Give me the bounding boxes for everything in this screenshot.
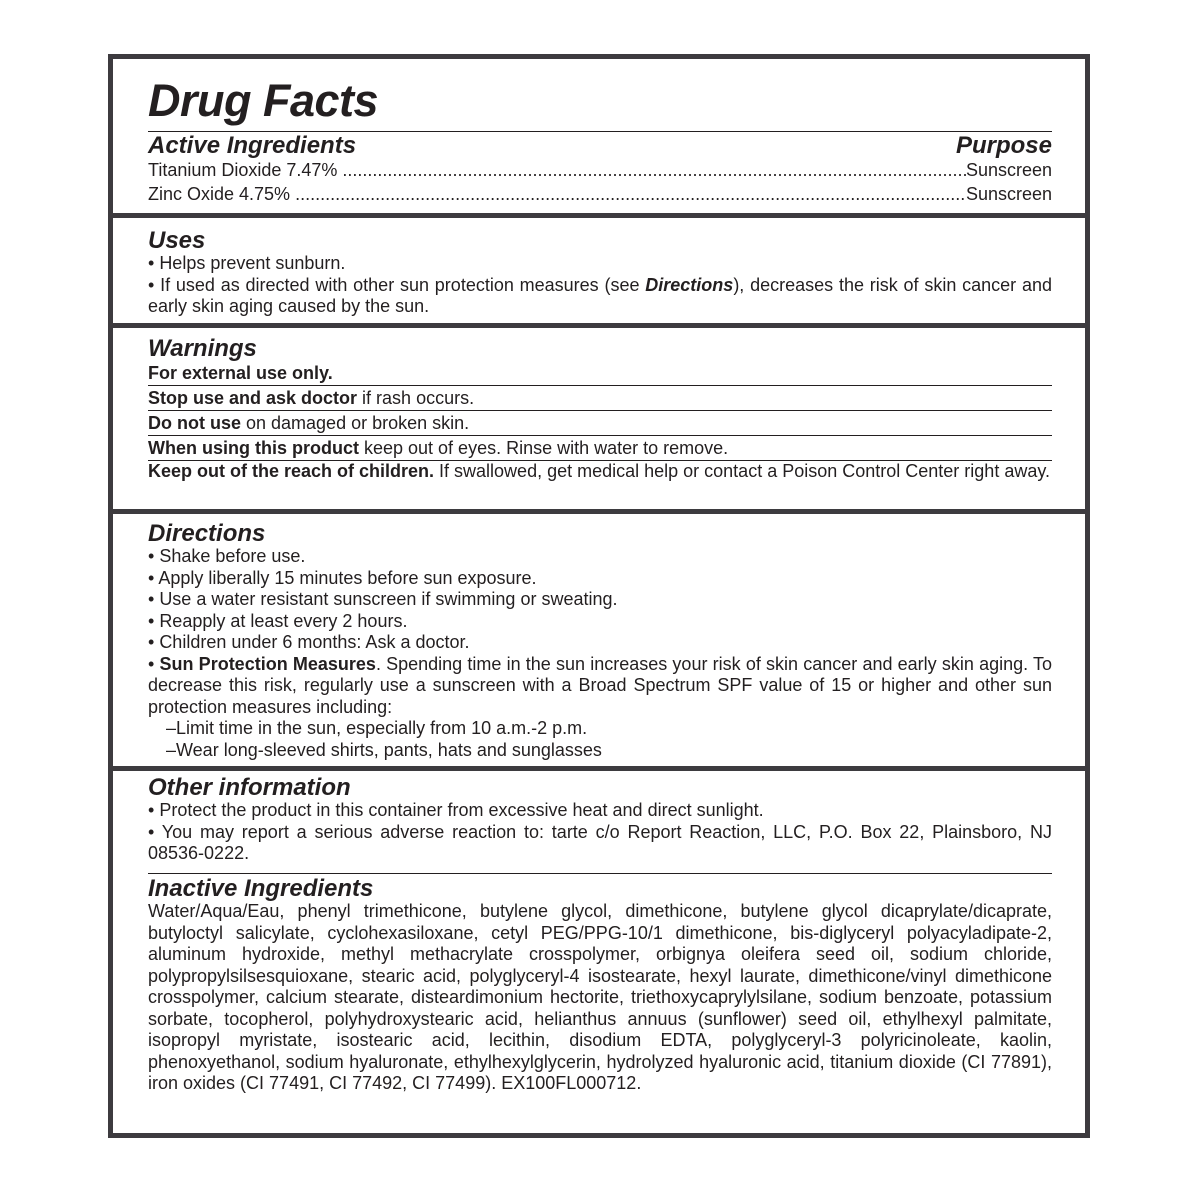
directions-item: • Reapply at least every 2 hours.	[148, 610, 408, 631]
directions-item: • Children under 6 months: Ask a doctor.	[148, 632, 470, 652]
active-header-row	[148, 134, 1052, 158]
purpose-heading: Purpose	[955, 132, 1052, 159]
active-ingredients-heading: Active Ingredients	[148, 132, 357, 159]
section-divider	[113, 766, 1085, 771]
directions-subitem: –Wear long-sleeved shirts, pants, hats and sunglasses	[166, 739, 602, 760]
inactive-ingredients-section	[113, 877, 1085, 1095]
directions-item: • Apply liberally 15 minutes before sun exposure.	[148, 567, 537, 588]
directions-heading: Directions	[148, 520, 266, 547]
ingredient-name: Zinc Oxide 4.75% .....	[148, 182, 966, 206]
ingredient-name: Titanium Dioxide 7.47% .....	[148, 158, 966, 182]
other-rule	[148, 873, 1052, 874]
other-information-section	[113, 776, 1085, 874]
directions-item: • Shake before use.	[148, 546, 306, 566]
section-divider	[113, 509, 1085, 514]
uses-section	[113, 229, 1085, 318]
section-divider	[113, 323, 1085, 328]
warning-line: Do not use on damaged or broken skin.	[148, 411, 1052, 436]
active-ingredient-row	[148, 158, 1052, 182]
inactive-ingredients-text: Water/Aqua/Eau, phenyl trimethicone, butylene glycol, dimethicone, butylene glycol dicaprylate/dicaprate, butyloctyl salicylate, cyclohexasiloxane, cetyl PEG/PPG-10/1 dimethicone, bis-diglyceryl polyacyladipate-2, aluminum hydroxide, methyl methacrylate crosspolymer, orbignya oleifera seed oil, sodium chloride, polypropylsilsesquioxane, stearic acid, polyglyceryl-4 isostearate, hexyl laurate, dimethicone/vinyl dimethicone crosspolymer, calcium stearate, disteardimonium hectorite, triethoxycaprylylsilane, sodium benzoate, potassium sorbate, tocopherol, polyhydroxystearic acid, helianthus annuus (sunflower) seed oil, ethylhexyl palmitate, isopropyl myristate, isostearic acid, lecithin, disodium EDTA, polyglyceryl-3 polyricinoleate, kaolin, phenoxyethanol, sodium hyaluronate, ethylhexylglycerin, hydrolyzed hyaluronic acid, titanium dioxide (CI 77891), iron oxides (CI 77491, CI 77492, CI 77499). EX100FL000712.	[148, 901, 1052, 1093]
other-item: • You may report a serious adverse reaction to: tarte c/o Report Reaction, LLC, P.O. Box 22, Plainsboro, NJ 08536-0222.	[148, 821, 1052, 863]
warning-line: Keep out of the reach of children. If swallowed, get medical help or contact a Poison Control Center right away.	[148, 461, 1051, 481]
uses-item: • Helps prevent sunburn.	[148, 253, 346, 273]
ingredient-purpose: Sunscreen	[965, 160, 1052, 180]
active-ingredients-section	[113, 77, 1085, 206]
other-item: • Protect the product in this container from excessive heat and direct sunlight.	[148, 800, 764, 820]
ingredient-purpose: Sunscreen	[965, 184, 1052, 204]
warnings-heading: Warnings	[148, 335, 257, 362]
warning-line: Stop use and ask doctor if rash occurs.	[148, 386, 1052, 411]
uses-heading: Uses	[148, 227, 206, 254]
warning-line: For external use only.	[148, 361, 1052, 386]
directions-item: • Use a water resistant sunscreen if swimming or sweating.	[148, 589, 618, 609]
drug-facts-title: Drug Facts	[148, 75, 379, 126]
warning-line: When using this product keep out of eyes. Rinse with water to remove.	[148, 436, 1052, 461]
warnings-section	[113, 337, 1085, 483]
uses-item: • If used as directed with other sun protection measures (see Directions), decreases the risk of skin cancer and early skin aging caused by the sun.	[148, 274, 1052, 316]
section-divider	[113, 213, 1085, 218]
other-information-heading: Other information	[148, 774, 351, 801]
drug-facts-panel	[108, 54, 1090, 1138]
active-ingredient-row	[148, 182, 1052, 206]
inactive-ingredients-heading: Inactive Ingredients	[148, 875, 374, 902]
sun-protection-measures: • Sun Protection Measures. Spending time in the sun increases your risk of skin cancer and early skin aging. To decrease this risk, regularly use a sunscreen with a Broad Spectrum SPF value of 15 or higher and other sun protection measures including:	[148, 653, 1052, 717]
directions-subitem: –Limit time in the sun, especially from 10 a.m.-2 p.m.	[166, 718, 588, 738]
directions-section	[113, 522, 1085, 761]
